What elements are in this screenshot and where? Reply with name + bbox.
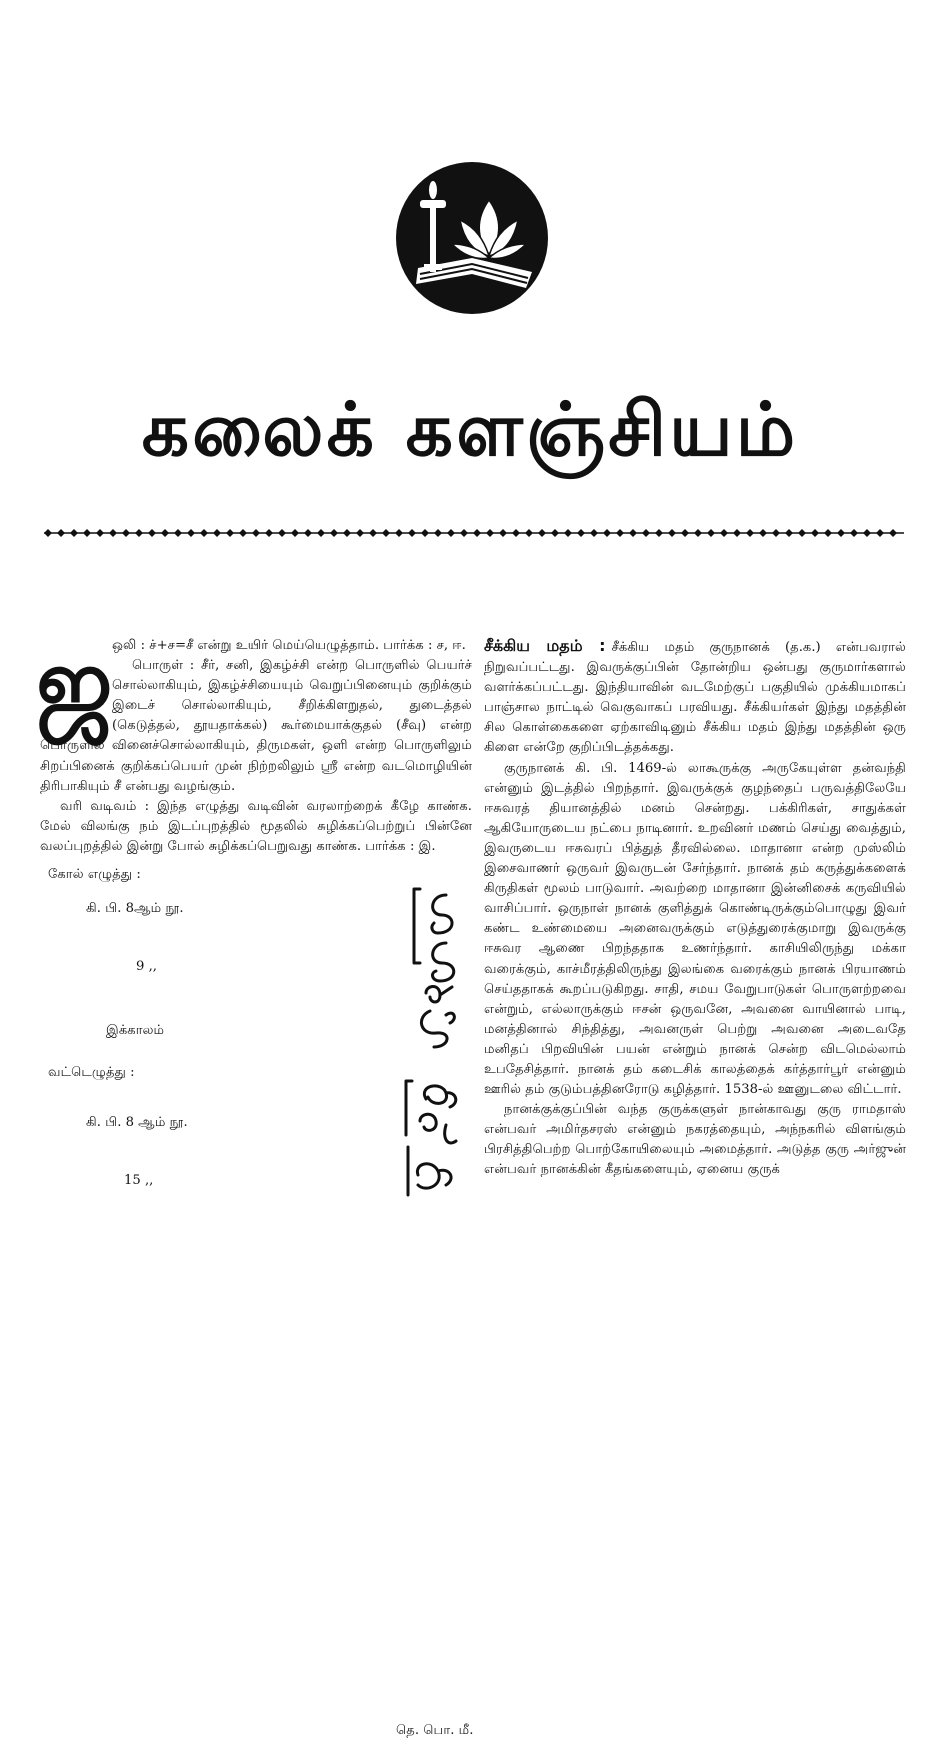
divider-diamond bbox=[889, 529, 897, 537]
divider-diamond bbox=[148, 529, 156, 537]
left-column bbox=[36, 628, 474, 1739]
divider-diamond bbox=[798, 529, 806, 537]
author-initials: தெ. பொ. மீ. bbox=[396, 1723, 474, 1739]
divider-diamond bbox=[473, 529, 481, 537]
divider-diamond bbox=[239, 529, 247, 537]
emblem-lamp-lotus-icon bbox=[394, 160, 550, 316]
divider-diamond bbox=[382, 529, 390, 537]
sikh-intro-text: சீக்கிய மதம் குருநானக் (த.க.) என்பவரால் நிறுவப்பட்டது. இவருக்குப்பின் தோன்றிய ஒன்பது குருமார்களால் வளர்க்கப்பட்டது. இந்தியாவின் வடமேற்குப் பகுதியில் முக்கியமாகப் பாஞ்சால நாட்டில் வெகுவாகப் பரவியது. சீக்கியர்கள் இந்து மதத்தின் சில கொள்கைகளை ஏற்காவிடினும் சீக்கிய மதம் இந்து மதத்தின் ஒரு கிளை என்றே குறிப்பிடத்தக்கது. bbox=[484, 640, 906, 756]
divider-diamond bbox=[447, 529, 455, 537]
divider-diamond bbox=[603, 529, 611, 537]
divider-diamond bbox=[265, 529, 273, 537]
kol-ezhuthu-table bbox=[40, 885, 472, 1055]
divider-diamond bbox=[44, 529, 52, 537]
divider-diamond bbox=[655, 529, 663, 537]
drop-cap-letter: ஜ bbox=[36, 628, 113, 735]
divider-diamond bbox=[434, 529, 442, 537]
vatt-row-label: 15 ,, bbox=[124, 1173, 154, 1189]
vatteluthu-table bbox=[40, 1083, 474, 1739]
divider-diamond bbox=[200, 529, 208, 537]
divider-diamond bbox=[135, 529, 143, 537]
divider-diamond bbox=[421, 529, 429, 537]
divider-diamond bbox=[395, 529, 403, 537]
divider-diamond bbox=[304, 529, 312, 537]
divider-diamond bbox=[512, 529, 520, 537]
divider-diamond bbox=[213, 529, 221, 537]
divider-diamond bbox=[707, 529, 715, 537]
divider-diamond bbox=[291, 529, 299, 537]
right-column bbox=[484, 636, 906, 1181]
kol-ezhuthu-label: கோல் எழுத்து : bbox=[48, 867, 141, 883]
divider-diamond bbox=[252, 529, 260, 537]
divider-diamond bbox=[694, 529, 702, 537]
guru-nanak-paragraph: குருநானக் கி. பி. 1469-ல் லாகூருக்கு அருகேயுள்ள தன்வந்தி என்னும் இடத்தில் பிறந்தார். இவருக்குக் குழந்தைப் பருவத்திலேயே ஈசுவரத் தியானத்தில் மனம் சென்றது. பக்கிரிகள், சாதுக்கள் ஆகியோருடைய நட்பை நாடினார். உறவினர் மணம் செய்து வைத்தும், இவருடைய ஈசுவரப் பித்துத் தீரவில்லை. மாதானா என்ற முஸ்லிம் இசைவாணர் ஒருவர் இவருடன் சேர்ந்தார். நானக் தம் கருத்துக்களைக் கிருதிகள் மூலம் பாடுவார். அவற்றை மாதானா இன்னிசைக் கருவியில் வாசிப்பார். ஒருநாள் நானக் குளித்துக் கொண்டிருக்கும்பொழுது இவர் கண்ட உண்மையை அனைவருக்கும் எடுத்துரைக்குமாறு இவருக்கு ஈசுவர ஆணை பிறந்ததாக உணர்ந்தார். காசியிலிருந்து மக்கா வரைக்கும், காச்மீரத்திலிருந்து இலங்கை வரைக்கும் நானக் பிரயாணம் செய்ததாகக் கூறப்படுகிறது. சாதி, சமய வேறுபாடுகள் பொருளற்றவை என்றும், எல்லாருக்கும் ஈசன் ஒருவனே, அவனை வாயினால் பாடி, மனத்தினால் சிந்தித்து, அவனருள் பெற்று அவனை அடைவதே மனிதப் பிறவியின் பயன் என்றும் நானக் சென்ற விடமெல்லாம் உபதேசித்தார். நானக் தம் கடைசிக் காலத்தைக் கர்த்தார்பூர் என்னும் ஊரில் தம் குடும்பத்தினரோடு கழித்தார். 1538-ல் ஊனுடலை விட்டார். bbox=[484, 760, 906, 1098]
sound-paragraph: ஒலி : ச்+ச=சீ என்று உயிர் மெய்யெழுத்தாம். பார்க்க : ச, ஈ. bbox=[112, 638, 466, 653]
meaning-paragraph: பொருள் : சீர், சனி, இகழ்ச்சி என்ற பொருளில் பெயர்ச் சொல்லாகியும், இகழ்ச்சியையும் வெறுப்பினையும் குறிக்கும் இடைச் சொல்லாகியும், சீறிக்கிளறுதல், துடைத்தல் (கெடுத்தல், தூயதாக்கல்) கூர்மையாக்குதல் (சீவு) என்ற பொருளில் வினைச்சொல்லாகியும், திருமகள், ஒளி என்ற பொருளிலும் சிறப்பினைக் குறிக்கப்பெயர் முன் நிற்றலிலும் ஸ்ரீ என்ற வடமொழியின் திரிபாகியும் சீ என்பது வழங்கும். bbox=[40, 658, 472, 794]
divider-diamond bbox=[746, 529, 754, 537]
book-title: கலைக் களஞ்சியம் bbox=[141, 387, 799, 473]
divider-diamond bbox=[551, 529, 559, 537]
kol-row-label: கி. பி. 8ஆம் நூ. bbox=[86, 901, 184, 917]
kol-ezhuthu-glyphs-icon bbox=[406, 885, 466, 1055]
divider-diamond bbox=[369, 529, 377, 537]
divider-diamond bbox=[122, 529, 130, 537]
divider-diamond bbox=[278, 529, 286, 537]
later-gurus-paragraph: நானக்குக்குப்பின் வந்த குருக்களுள் நான்காவது குரு ராமதாஸ் என்பவர் அமிர்தசரஸ் என்னும் நகரத்தையும், அந்நகரில் விளங்கும் பிரசித்திபெற்ற பொற்கோயிலையும் அமைத்தார். அடுத்த குரு அர்ஜுன் என்பவர் நானக்கின் கீதங்களையும், ஏனைய குருக் bbox=[484, 1102, 906, 1178]
divider-diamond bbox=[317, 529, 325, 537]
divider-diamond bbox=[681, 529, 689, 537]
divider-diamond bbox=[525, 529, 533, 537]
divider-diamond bbox=[720, 529, 728, 537]
divider-diamond bbox=[850, 529, 858, 537]
divider-diamond bbox=[343, 529, 351, 537]
divider-diamond bbox=[642, 529, 650, 537]
kol-row-label: இக்காலம் bbox=[106, 1023, 165, 1039]
divider-diamond bbox=[616, 529, 624, 537]
divider-diamond bbox=[161, 529, 169, 537]
script-form-paragraph: வரி வடிவம் : இந்த எழுத்து வடிவின் வரலாற்றைக் கீழே காண்க. மேல் விலங்கு நம் இடப்புறத்தில் மூதலில் சுழிக்கப்பெற்றுப் பின்னே வலப்புறத்தில் இன்று போல் சுழிக்கப்பெறுவது காண்க. பார்க்க : இ. bbox=[40, 798, 472, 854]
divider-diamond bbox=[330, 529, 338, 537]
kol-row-label: 9 ,, bbox=[136, 959, 157, 975]
divider-diamond bbox=[187, 529, 195, 537]
divider-diamond bbox=[460, 529, 468, 537]
divider-diamond bbox=[772, 529, 780, 537]
divider-diamond bbox=[629, 529, 637, 537]
divider-diamond bbox=[538, 529, 546, 537]
divider-diamond bbox=[876, 529, 884, 537]
vatteluthu-label: வட்டெழுத்து : bbox=[48, 1065, 135, 1081]
divider-diamond bbox=[577, 529, 585, 537]
divider-diamond bbox=[70, 529, 78, 537]
sikh-intro-paragraph bbox=[484, 636, 906, 759]
ornamental-divider bbox=[44, 527, 904, 539]
divider-diamond bbox=[486, 529, 494, 537]
divider-diamond bbox=[96, 529, 104, 537]
divider-diamond bbox=[824, 529, 832, 537]
divider-diamond bbox=[109, 529, 117, 537]
divider-diamond bbox=[174, 529, 182, 537]
vatt-row-label: கி. பி. 8 ஆம் நூ. bbox=[86, 1115, 188, 1131]
divider-diamond bbox=[811, 529, 819, 537]
divider-diamond bbox=[837, 529, 845, 537]
divider-diamond bbox=[408, 529, 416, 537]
divider-diamond bbox=[590, 529, 598, 537]
divider-diamond bbox=[499, 529, 507, 537]
divider-diamond bbox=[668, 529, 676, 537]
divider-diamond bbox=[759, 529, 767, 537]
vatteluthu-glyphs-icon bbox=[396, 1075, 466, 1205]
divider-diamond bbox=[863, 529, 871, 537]
divider-diamond bbox=[733, 529, 741, 537]
divider-diamond bbox=[564, 529, 572, 537]
divider-diamond bbox=[57, 529, 65, 537]
entry-headword: சீக்கிய மதம் : bbox=[484, 636, 606, 655]
divider-diamond bbox=[356, 529, 364, 537]
divider-diamond bbox=[226, 529, 234, 537]
divider-diamond bbox=[785, 529, 793, 537]
divider-diamond bbox=[83, 529, 91, 537]
